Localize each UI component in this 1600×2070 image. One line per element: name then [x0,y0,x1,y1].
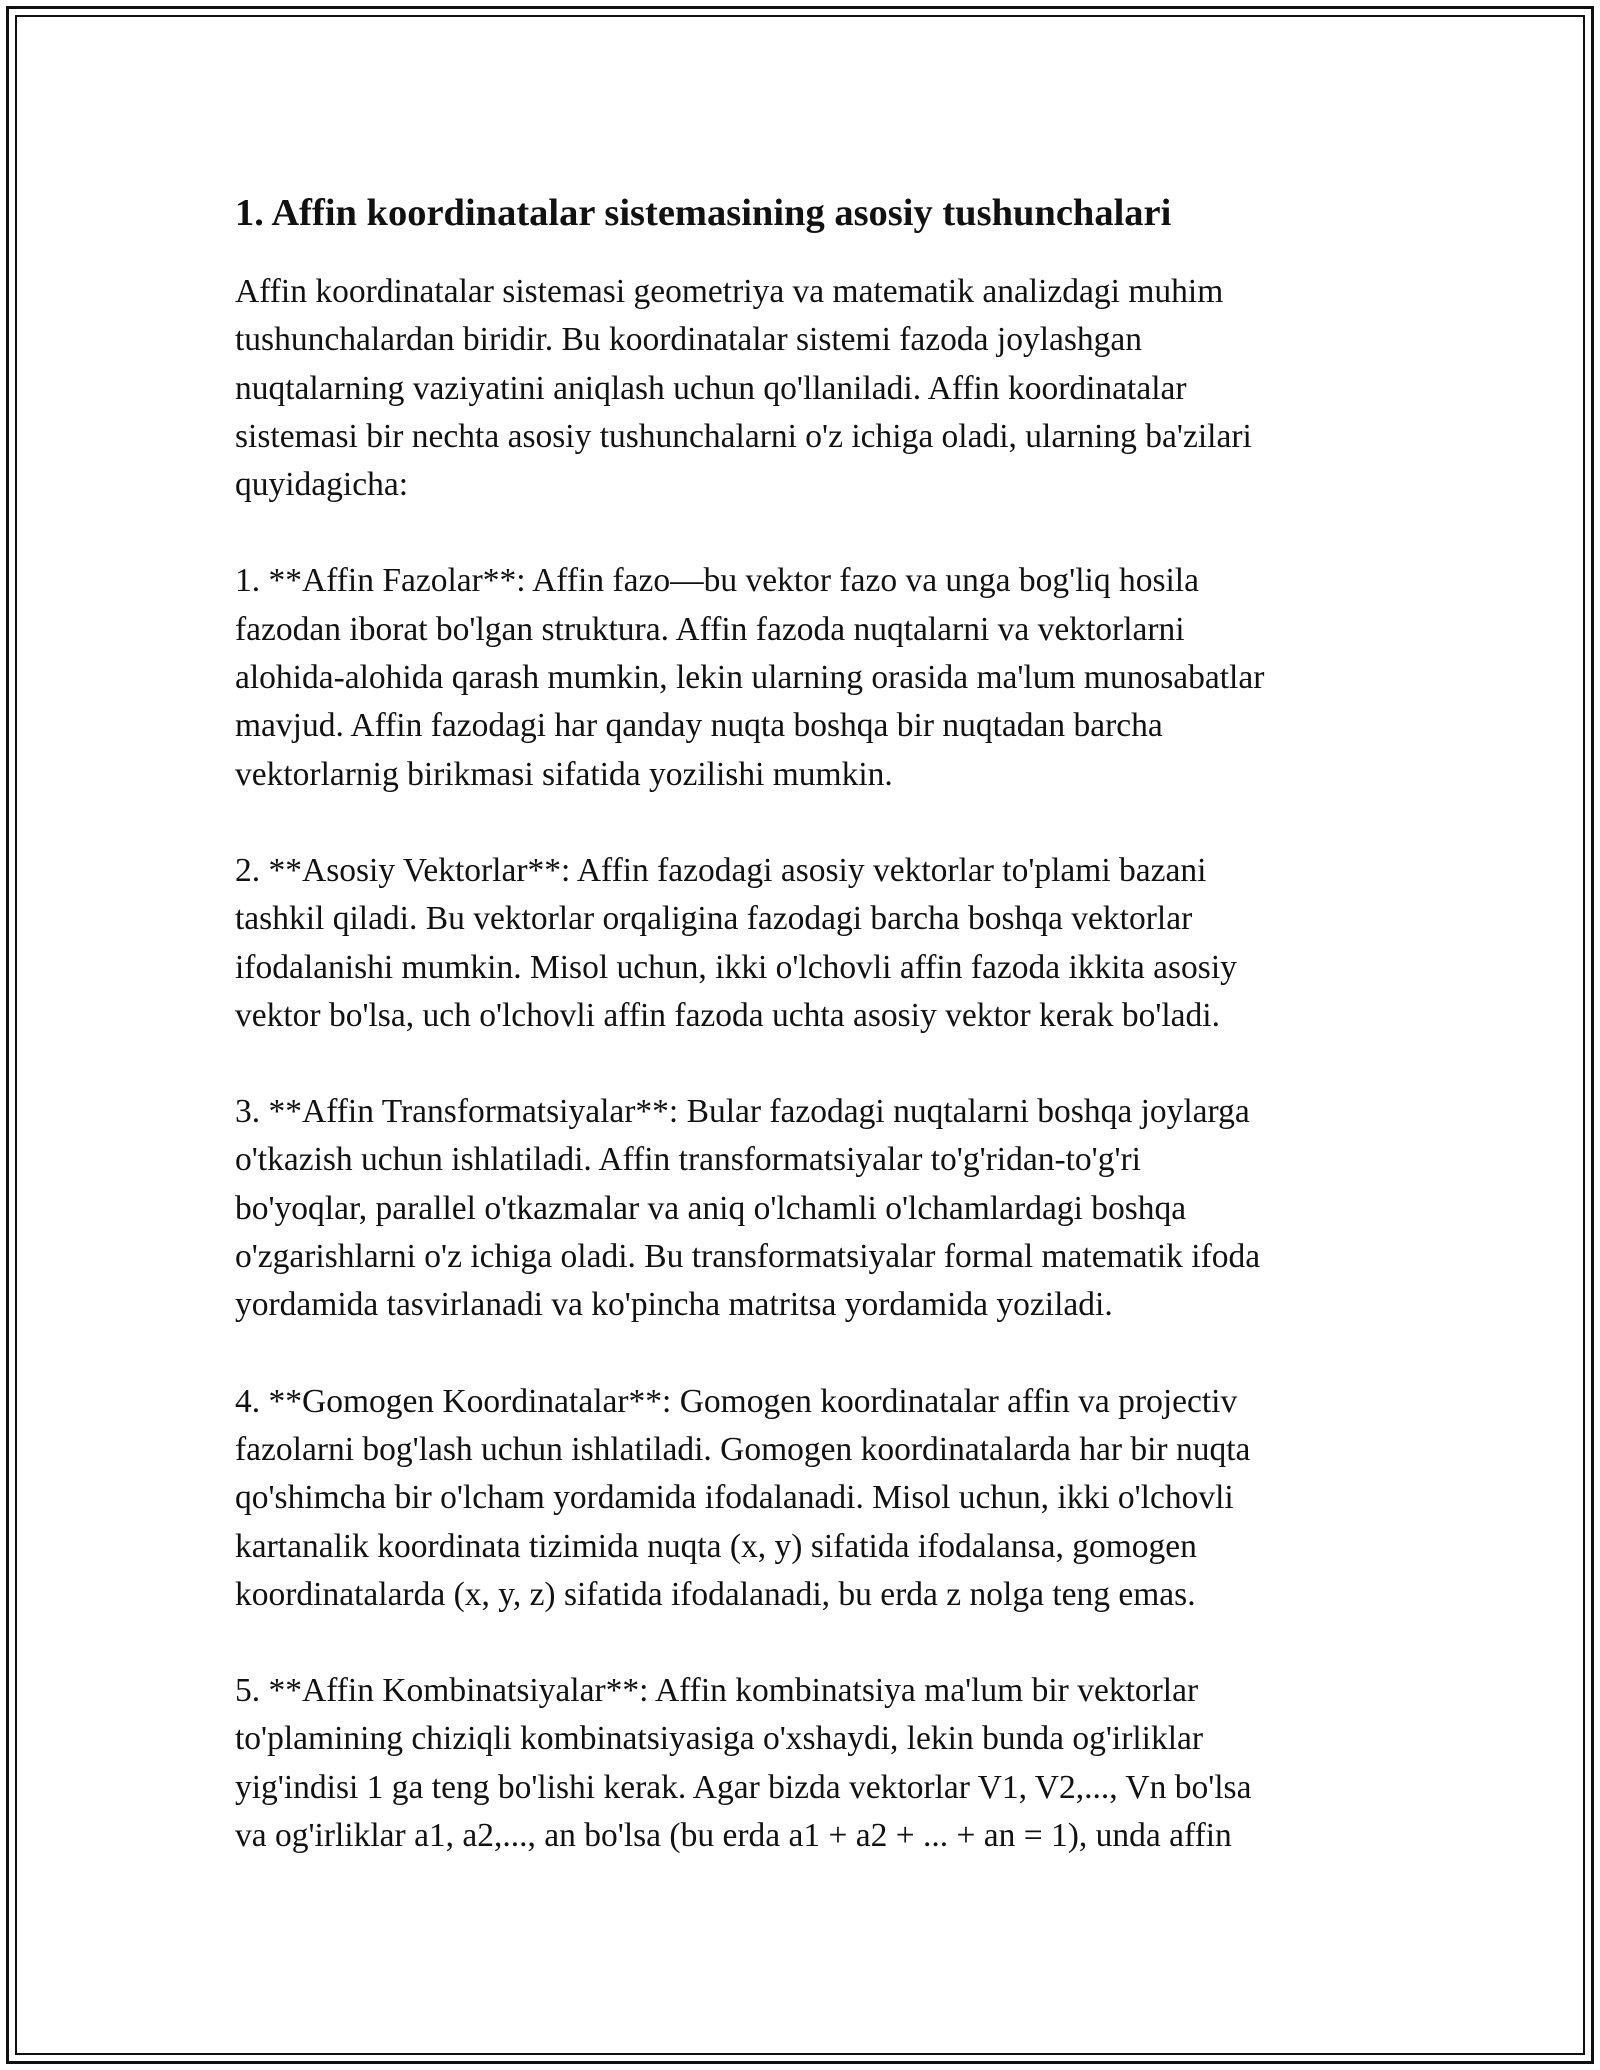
text-line: 3. **Affin Transformatsiyalar**: Bular fazodagi nuqtalarni boshqa joylarga [235,1093,1250,1131]
text-line: yig'indisi 1 ga teng bo'lishi kerak. Agar bizda vektorlar V1, V2,..., Vn bo'lsa [235,1768,1252,1806]
text-line: fazolarni bog'lash uchun ishlatiladi. Gomogen koordinatalarda har bir nuqta [235,1430,1251,1468]
text-line: alohida-alohida qarash mumkin, lekin ularning orasida ma'lum munosabatlar [235,659,1265,697]
text-line: to'plamining chiziqli kombinatsiyasiga o'xshaydi, lekin bunda og'irliklar [235,1720,1204,1758]
paragraph-item-1 [235,557,1385,798]
paragraph-item-5 [235,1667,1385,1860]
text-line: 2. **Asosiy Vektorlar**: Affin fazodagi asosiy vektorlar to'plami bazani [235,851,1207,889]
text-line: o'zgarishlarni o'z ichiga oladi. Bu transformatsiyalar formal matematik ifoda [235,1238,1261,1276]
text-line: Affin koordinatalar sistemasi geometriya va matematik analizdagi muhim [235,273,1224,310]
text-line: kartanalik koordinata tizimida nuqta (x, y) sifatida ifodalansa, gomogen [235,1527,1197,1565]
paragraph-item-3 [235,1088,1385,1329]
text-line: 1. **Affin Fazolar**: Affin fazo—bu vektor fazo va unga bog'liq hosila [235,562,1199,600]
paragraph-intro [235,268,1385,509]
paragraph-item-4 [235,1378,1385,1619]
text-line: sistemasi bir nechta asosiy tushunchalarni o'z ichiga oladi, ularning ba'zilari [235,417,1252,455]
text-line: yordamida tasvirlanadi va ko'pincha matritsa yordamida yoziladi. [235,1286,1113,1324]
text-line: koordinatalarda (x, y, z) sifatida ifodalanadi, bu erda z nolga teng emas. [235,1575,1196,1613]
text-line: qo'shimcha bir o'lcham yordamida ifodalanadi. Misol uchun, ikki o'lchovli [235,1479,1234,1517]
text-line: ifodalanishi mumkin. Misol uchun, ikki o'lchovli affin fazoda ikkita asosiy [235,948,1237,986]
section-heading: 1. Affin koordinatalar sistemasining asosiy tushunchalari [235,192,1172,234]
text-line: tushunchalardan biridir. Bu koordinatalar sistemi fazoda joylashgan [235,321,1143,359]
text-line: o'tkazish uchun ishlatiladi. Affin transformatsiyalar to'g'ridan-to'g'ri [235,1141,1141,1179]
text-line: va og'irliklar a1, a2,..., an bo'lsa (bu erda a1 + a2 + ... + an = 1), unda affin [235,1817,1232,1855]
text-line: fazodan iborat bo'lgan struktura. Affin fazoda nuqtalarni va vektorlarni [235,610,1185,648]
text-line: bo'yoqlar, parallel o'tkazmalar va aniq o'lchamli o'lchamlardagi boshqa [235,1189,1187,1227]
text-line: vektor bo'lsa, uch o'lchovli affin fazoda uchta asosiy vektor kerak bo'ladi. [235,996,1220,1034]
text-line: quyidagicha: [235,466,409,504]
text-line: vektorlarnig birikmasi sifatida yozilishi mumkin. [235,755,893,793]
text-line: tashkil qiladi. Bu vektorlar orqaligina fazodagi barcha boshqa vektorlar [235,900,1193,938]
document-body [235,186,1385,1908]
text-line: mavjud. Affin fazodagi har qanday nuqta boshqa bir nuqtadan barcha [235,707,1163,745]
text-line: nuqtalarning vaziyatini aniqlash uchun qo'llaniladi. Affin koordinatalar [235,369,1187,407]
paragraph-item-2 [235,847,1385,1040]
text-line: 5. **Affin Kombinatsiyalar**: Affin kombinatsiya ma'lum bir vektorlar [235,1672,1199,1710]
text-line: 4. **Gomogen Koordinatalar**: Gomogen koordinatalar affin va projectiv [235,1382,1238,1420]
